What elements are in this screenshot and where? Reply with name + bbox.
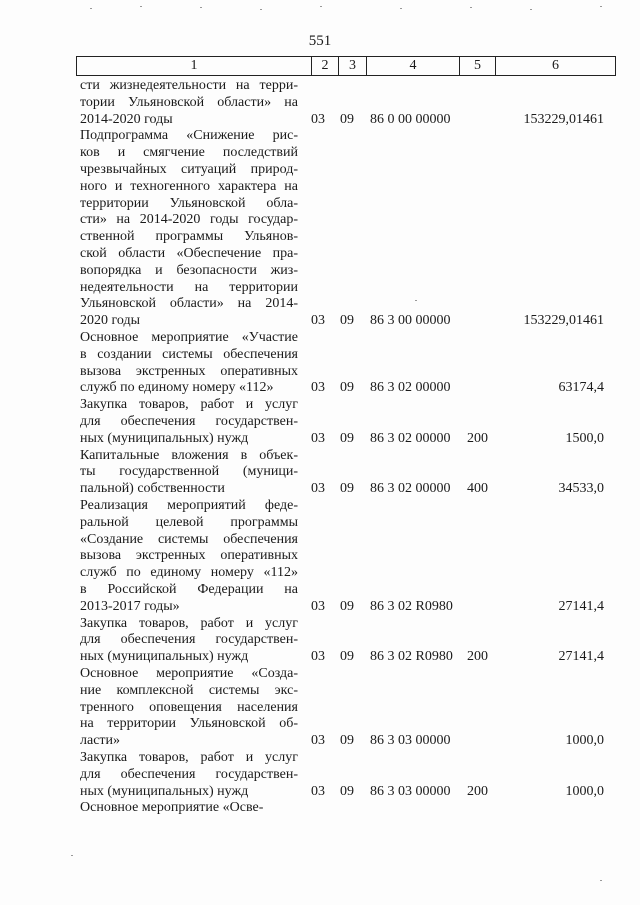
scan-speck	[415, 300, 417, 301]
description-line: Реализация мероприятий феде-	[80, 498, 298, 513]
scan-speck	[530, 9, 532, 10]
description-line: Капитальные вложения в объек-	[80, 447, 298, 463]
scan-speck	[260, 9, 262, 10]
scan-speck	[600, 6, 602, 7]
description-line: 2014-2020 годы	[80, 111, 173, 127]
description-line: сти» на 2014-2020 годы государ-	[80, 212, 298, 228]
description-line: ственной программы Ульянов-	[80, 229, 298, 245]
description-line: тории Ульяновской области» на	[80, 94, 298, 110]
target-code: 86 3 00 00000	[370, 313, 451, 329]
subsection-code: 09	[340, 313, 354, 329]
amount: 27141,4	[558, 649, 604, 665]
description-line: ных (муниципальных) нужд	[80, 783, 249, 799]
scan-speck	[90, 8, 92, 9]
description-line: Подпрограмма «Снижение рис-	[80, 128, 298, 144]
description-line: ного и техногенного характера на	[80, 178, 298, 194]
row-description	[80, 397, 298, 447]
amount: 153229,01461	[523, 111, 604, 127]
subsection-code: 09	[340, 380, 354, 396]
description-line: в Российской Федерации на	[80, 581, 298, 597]
scan-speck	[140, 6, 142, 7]
section-code: 03	[311, 430, 325, 446]
description-line: ской области «Обеспечение пра-	[80, 245, 298, 261]
header-col-2: 2	[321, 58, 329, 73]
description-line: «Создание системы обеспечения	[80, 531, 298, 547]
description-line: ных (муниципальных) нужд	[80, 649, 249, 665]
row-description	[80, 448, 298, 498]
amount: 1000,0	[565, 733, 604, 749]
table-header	[76, 56, 616, 76]
target-code: 86 3 03 00000	[370, 733, 451, 749]
subsection-code: 09	[340, 481, 354, 497]
section-code: 03	[311, 649, 325, 665]
header-col-3: 3	[349, 58, 356, 73]
row-description	[80, 750, 298, 800]
scan-speck	[470, 7, 472, 8]
description-line: служб по единому номеру «112»	[80, 380, 274, 396]
section-code: 03	[311, 733, 325, 749]
scan-speck	[200, 7, 202, 8]
scan-speck	[71, 855, 73, 856]
description-line: Основное мероприятие «Созда-	[80, 666, 298, 681]
target-code: 86 3 03 00000	[370, 783, 451, 799]
description-line: вызова экстренных оперативных	[80, 363, 298, 379]
description-line: Закупка товаров, работ и услуг	[80, 615, 298, 631]
amount: 34533,0	[558, 481, 604, 497]
expense-type: 200	[467, 430, 488, 446]
description-line: ных (муниципальных) нужд	[80, 430, 249, 446]
header-col-1: 1	[190, 58, 198, 73]
description-line: чрезвычайных ситуаций природ-	[80, 161, 298, 177]
description-line: ласти»	[80, 733, 121, 749]
subsection-code: 09	[340, 649, 354, 665]
description-line: ков и смягчение последствий	[80, 145, 298, 161]
header-col-4: 4	[409, 58, 417, 73]
description-line: Ульяновской области» на 2014-	[80, 296, 298, 312]
description-line: служб по единому номеру «112»	[80, 565, 298, 581]
page-number: 551	[308, 33, 332, 49]
description-line: вызова экстренных оперативных	[80, 548, 298, 564]
description-line: на территории Ульяновской об-	[80, 716, 298, 732]
description-line: вопорядка и безопасности жиз-	[80, 262, 298, 278]
section-code: 03	[311, 380, 325, 396]
row-description	[80, 78, 298, 128]
target-code: 86 3 02 00000	[370, 380, 451, 396]
description-line: в создании системы обеспечения	[80, 346, 298, 362]
description-line: для обеспечения государствен-	[80, 632, 298, 648]
description-line: территории Ульяновской обла-	[80, 195, 298, 211]
subsection-code: 09	[340, 111, 354, 127]
target-code: 86 3 02 00000	[370, 481, 451, 497]
section-code: 03	[311, 598, 325, 614]
row-description	[80, 616, 298, 666]
description-line: Основное мероприятие «Участие	[80, 330, 298, 345]
description-line: для обеспечения государствен-	[80, 766, 298, 782]
expense-type: 200	[467, 649, 488, 665]
description-line: 2020 годы	[80, 313, 141, 329]
description-line: Закупка товаров, работ и услуг	[80, 397, 298, 413]
row-description	[80, 128, 298, 330]
target-code: 86 0 00 00000	[370, 111, 451, 127]
row-description	[80, 666, 298, 750]
expense-type: 200	[467, 783, 488, 799]
amount: 27141,4	[558, 598, 604, 614]
section-code: 03	[311, 111, 325, 127]
description-line: сти жизнедеятельности на терри-	[80, 78, 298, 93]
target-code: 86 3 02 R0980	[370, 598, 453, 614]
subsection-code: 09	[340, 733, 354, 749]
expense-type: 400	[467, 481, 488, 497]
row-description	[80, 498, 298, 616]
description-line: тренного оповещения населения	[80, 699, 298, 715]
description-line: 2013-2017 годы»	[80, 598, 180, 614]
subsection-code: 09	[340, 783, 354, 799]
subsection-code: 09	[340, 430, 354, 446]
section-code: 03	[311, 783, 325, 799]
description-line: ральной целевой программы	[80, 514, 298, 530]
amount: 1500,0	[565, 430, 604, 446]
description-line: недеятельности на территории	[80, 279, 298, 295]
row-description	[80, 330, 298, 397]
row-description	[80, 800, 298, 817]
scan-speck	[600, 880, 602, 881]
amount: 63174,4	[558, 380, 604, 396]
section-code: 03	[311, 313, 325, 329]
description-line: Закупка товаров, работ и услуг	[80, 750, 298, 765]
scan-speck	[400, 8, 402, 9]
section-code: 03	[311, 481, 325, 497]
subsection-code: 09	[340, 598, 354, 614]
description-line: пальной) собственности	[80, 481, 225, 497]
description-line: ты государственной (муници-	[80, 464, 298, 480]
amount: 1000,0	[565, 783, 604, 799]
header-col-5: 5	[474, 58, 481, 73]
description-line: ние комплексной системы экс-	[80, 682, 298, 698]
scan-speck	[320, 6, 322, 7]
amount: 153229,01461	[523, 313, 604, 329]
target-code: 86 3 02 00000	[370, 430, 451, 446]
description-line: для обеспечения государствен-	[80, 413, 298, 429]
header-col-6: 6	[552, 58, 559, 73]
description-line: Основное мероприятие «Осве-	[80, 800, 264, 816]
target-code: 86 3 02 R0980	[370, 649, 453, 665]
